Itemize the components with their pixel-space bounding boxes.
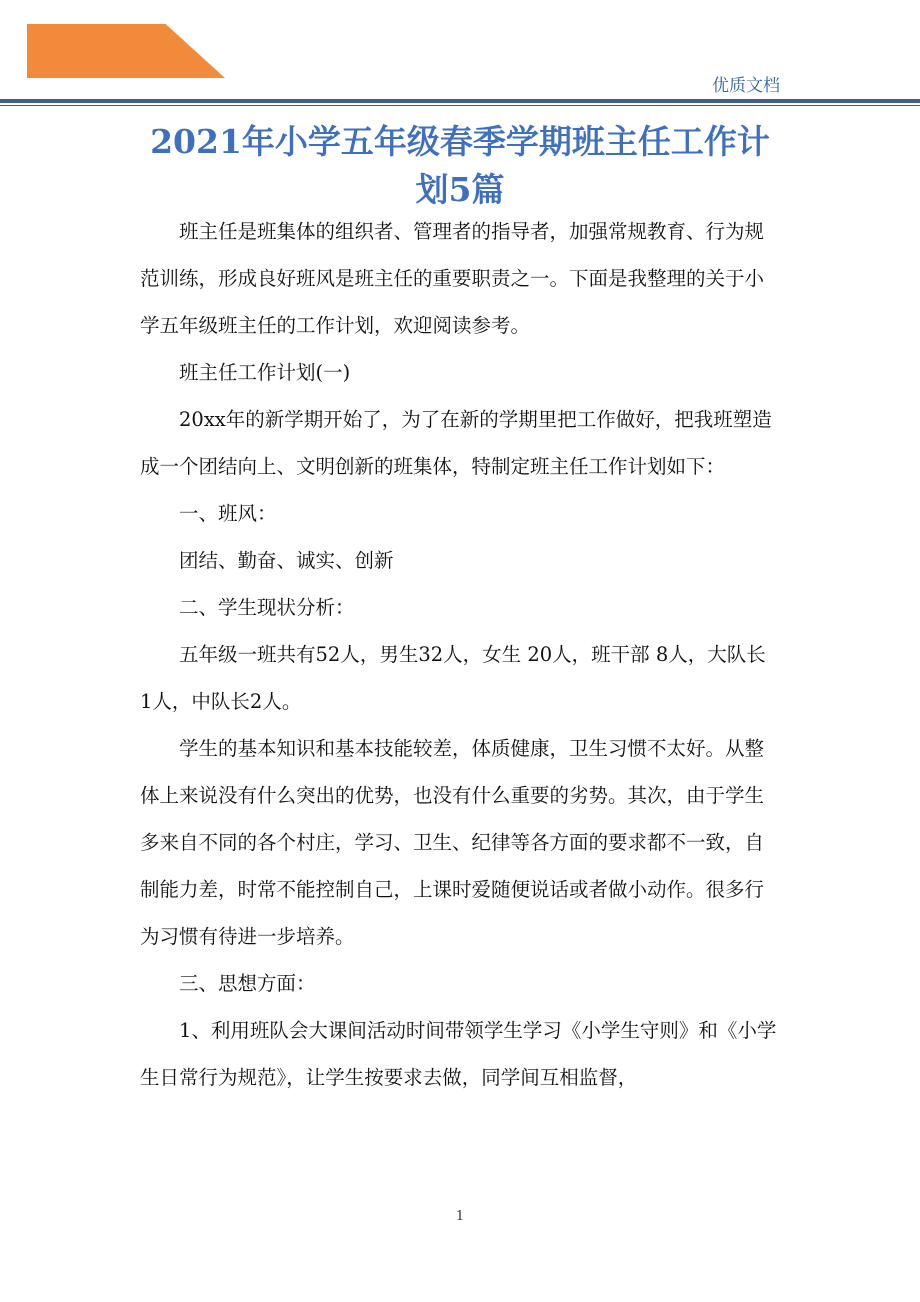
section-heading: 二、学生现状分析： (179, 596, 355, 619)
paragraph: 20xx年的新学期开始了，为了在新的学期里把工作做好，把我班塑造成一个团结向上、文明创新的班集体，特制定班主任工作计划如下： (140, 408, 772, 478)
section-heading: 班主任工作计划(一) (179, 361, 351, 384)
document-title: 2021年小学五年级春季学期班主任工作计划5篇 (150, 122, 770, 209)
page-number: 1 (455, 1209, 465, 1224)
header-rule (0, 99, 920, 103)
document-body (140, 208, 780, 1101)
paragraph: 团结、勤奋、诚实、创新 (179, 549, 394, 572)
header-accent-shape (27, 24, 225, 78)
paragraph: 五年级一班共有52人，男生32人，女生 20人，班干部 8人，大队长 1人，中队长2人。 (140, 643, 766, 713)
paragraph: 学生的基本知识和基本技能较差，体质健康，卫生习惯不太好。从整体上来说没有什么突出的优势，也没有什么重要的劣势。其次，由于学生多来自不同的各个村庄，学习、卫生、纪律等各方面的要求都不一致，自制能力差，时常不能控制自己，上课时爱随便说话或者做小动作。很多行为习惯有待进一步培养。 (140, 737, 765, 948)
section-heading: 三、思想方面： (179, 972, 316, 995)
header-rule-thin (0, 105, 920, 106)
paragraph: 1、利用班队会大课间活动时间带领学生学习《小学生守则》和《小学生日常行为规范》，让学生按要求去做，同学间互相监督， (140, 1019, 777, 1089)
header-label: 优质文档 (712, 76, 780, 96)
paragraph: 班主任是班集体的组织者、管理者的指导者，加强常规教育、行为规范训练，形成良好班风是班主任的重要职责之一。下面是我整理的关于小学五年级班主任的工作计划，欢迎阅读参考。 (140, 220, 765, 337)
section-heading: 一、班风： (179, 502, 277, 525)
